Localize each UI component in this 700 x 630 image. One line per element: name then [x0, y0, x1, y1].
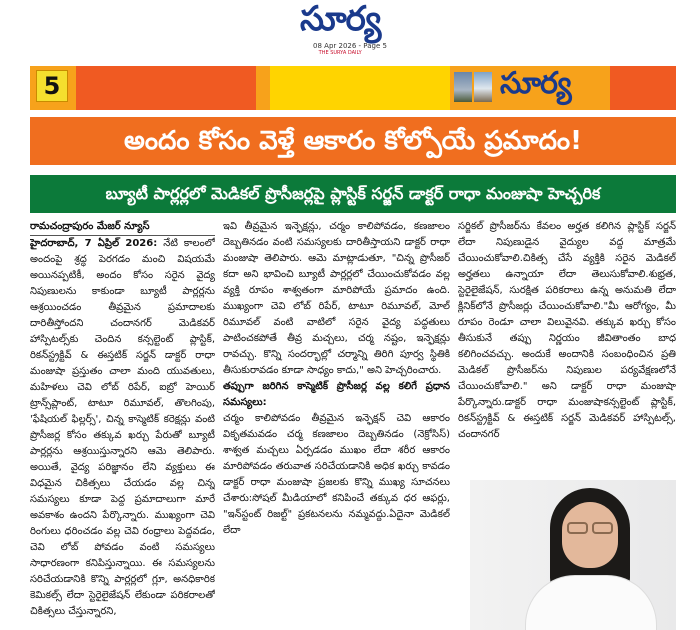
doctor-portrait-photo: [470, 480, 676, 630]
article-headline: అందం కోసం వెళ్తే ఆకారం కోల్పోయే ప్రమాదం!: [30, 117, 676, 165]
page-banner: [30, 66, 676, 110]
article-text: సర్జికల్ ప్రొసీజర్‌ను కేవలం అర్హత కలిగిన ప్లాస్టిక్ సర్జన్ లేదా నిపుణుడైన వైద్యుల వద్ద మాత్రమే చేయించుకోవాలి.చికిత్స చేసే వ్యక్తికి సరైన మెడికల్ అర్హతలు ఉన్నాయా లేదా తెలుసుకోవాలి.శుభ్రత, స్టెరైలైజేషన్, సురక్షిత పరికరాలు ఉన్న అనుమతి లేదా క్లినిక్‌లోనే ప్రొసీజర్లు చేయించుకోవాలి."మీ ఆరోగ్యం, మీ రూపం రెండూ చాలా విలువైనవి. తక్కువ ఖర్చు కోసం తీసుకునే తప్పు నిర్ణయం జీవితాంతం బాధ కలిగించవచ్చు. అందుకే అందానికి సంబంధించిన ప్రతి మెడికల్ ప్రొసీజర్‌ను నిపుణుల పర్యవేక్షణలోనే చేయించుకోవాలి." అని డాక్టర్ రాధా మంజుషా పేర్కొన్నారు.డాక్టర్ రాధా మంజుషాకన్సల్టెంట్ ప్లాస్టిక్, రికన్‌స్ట్రక్టివ్ & ఈస్తటిక్ సర్జన్ మెడికవర్ హాస్పిటల్స్, చందానగర్: [458, 221, 676, 440]
article-dateline: హైదరాబాద్, 7 ఏప్రిల్ 2026:: [30, 238, 158, 249]
article-text: నేటి కాలంలో అందంపై శ్రద్ధ పెరగడం మంచి విషయమే అయినప్పటికీ, అందం కోసం సరైన వైద్య నిపుణులను కాకుండా బ్యూటీ పార్లర్లను ఆశ్రయించడం తీవ్రమైన ప్రమాదాలకు దారితీస్తోందని చందానగర్ మెడికవర్ హాస్పిటల్స్‌కు చెందిన కన్సల్టెంట్ ప్లాస్టిక్, రికన్‌స్ట్రక్టివ్ & ఈస్తటిక్ సర్జన్ డాక్టర్ రాధా మంజుషా ప్రస్తుతం చాలా మంది యువతులు, మహిళలు చెవి లోబ్ రిపేర్, ఐబ్రో హెయిర్ ట్రాన్స్‌ప్లాంట్, టాటూ రిమూవల్, తొలగింపు, 'ఫేషియల్ ఫిల్లర్స్', చిన్న కాస్మెటిక్ కరెక్షన్లు వంటి ప్రొసీజర్ల కోసం తక్కువ ఖర్చు పేరుతో బ్యూటీ పార్లర్లను ఆశ్రయిస్తున్నారని ఆమె తెలిపారు. అయితే, వైద్య పరిజ్ఞానం లేని వ్యక్తులు ఈ విధమైన చికిత్సలు చేయడం వల్ల చిన్న సమస్యలు కూడా పెద్ద ప్రమాదాలుగా మారే అవకాశం ఉందని పేర్కొన్నారు. ముఖ్యంగా చెవి రింగులు ధరించడం వల్ల చెవి రంధ్రాలు పెద్దవడం, చెవి లోబ్ పోవడం వంటి సమస్యలు సాధారణంగా కనిపిస్తున్నాయి. ఈ సమస్యలను సరిచేయడానికి కొన్ని పార్లర్లలో గ్లూ, అనధికారిక కెమికల్స్ లేదా స్టెరైలైజేషన్ లేకుండా పరికరాలతో చికిత్సలు చేస్తున్నారని,: [30, 238, 215, 617]
masthead: [0, 0, 700, 60]
portrait-coat: [525, 575, 657, 630]
banner-stripe-yellow: [270, 66, 450, 110]
article-subheadline: బ్యూటీ పార్లర్లలో మెడికల్ ప్రొసీజర్లపై ప్లాస్టిక్ సర్జన్ డాక్టర్ రాధా మంజుషా హెచ్చరిక: [30, 175, 676, 213]
banner-logo: సూర్య: [500, 66, 571, 101]
banner-thumbnail-image: [474, 72, 492, 102]
newspaper-logo[interactable]: [300, 2, 380, 70]
portrait-face: [562, 502, 618, 568]
banner-stripe-red-right: [610, 66, 676, 110]
article-text: ఇవి తీవ్రమైన ఇన్ఫెక్షన్లు, చర్మం కాలిపోవడం, కణజాలం దెబ్బతినడం వంటి సమస్యలకు దారితీస్తాయని డాక్టర్ రాధా మంజుషా తెలిపారు. ఆమె మాట్లాడుతూ, "చిన్న ప్రొసీజర్ కదా అని భావించి బ్యూటీ పార్లర్లలో చేయించుకోవడం వల్ల వ్యక్తి రూపం శాశ్వతంగా మారిపోయే ప్రమాదం ఉంది. ముఖ్యంగా చెవి లోబ్ రిపేర్, టాటూ రిమూవల్, మోల్ రిమూవల్ వంటి వాటిలో సరైన వైద్య పద్ధతులు పాటించకపోతే తీవ్ర మచ్చలు, చర్మ నష్టం, ఇన్ఫెక్షన్లు రావచ్చు. కొన్ని సందర్భాల్లో చర్మాన్ని తిరిగి పూర్వ స్థితికి తీసుకురావడం కూడా సాధ్యం కాదు," అని హెచ్చరించారు.: [223, 221, 450, 376]
banner-thumbnail-image: [454, 72, 472, 102]
logo-text: సూర్య: [300, 0, 381, 39]
article-column-2: [223, 219, 450, 629]
portrait-glasses: [565, 522, 615, 534]
article-paragraph: [30, 236, 215, 620]
page-number: 5: [36, 70, 68, 102]
article-column-1: [30, 219, 215, 629]
date-page-label: 08 Apr 2026 - Page 5: [313, 42, 387, 50]
article-byline: రామచంద్రాపురం మేజర్ న్యూస్: [30, 219, 215, 236]
article-text: చర్మం కాలిపోవడం తీవ్రమైన ఇన్ఫెక్షన్ చెవి ఆకారం వికృతమవడం చర్మ కణజాలం దెబ్బతినడం (నెక్రోసిస్) శాశ్వత మచ్చలు ఏర్పడడం ముఖం లేదా శరీర ఆకారం మారిపోవడం తరువాత సరిచేయడానికి అధిక ఖర్చు కావడం డాక్టర్ రాధా మంజుషా ప్రజలకు కొన్ని ముఖ్య సూచనలు చేశారు:సోషల్ మీడియాలో కనిపించే తక్కువ ధర ఆఫర్లు, "ఇన్‌స్టంట్ రిజల్ట్" ప్రకటనలను నమ్మవద్దు.ఏదైనా మెడికల్ లేదా: [223, 413, 450, 536]
section-heading: తప్పుగా జరిగిన కాస్మెటిక్ ప్రొసీజర్ల వల్ల కలిగే ప్రధాన సమస్యలు:: [223, 381, 450, 408]
banner-stripe-red: [76, 66, 256, 110]
article-column-3: [458, 219, 676, 469]
logo-tagline: THE SURYA DAILY: [318, 50, 362, 56]
